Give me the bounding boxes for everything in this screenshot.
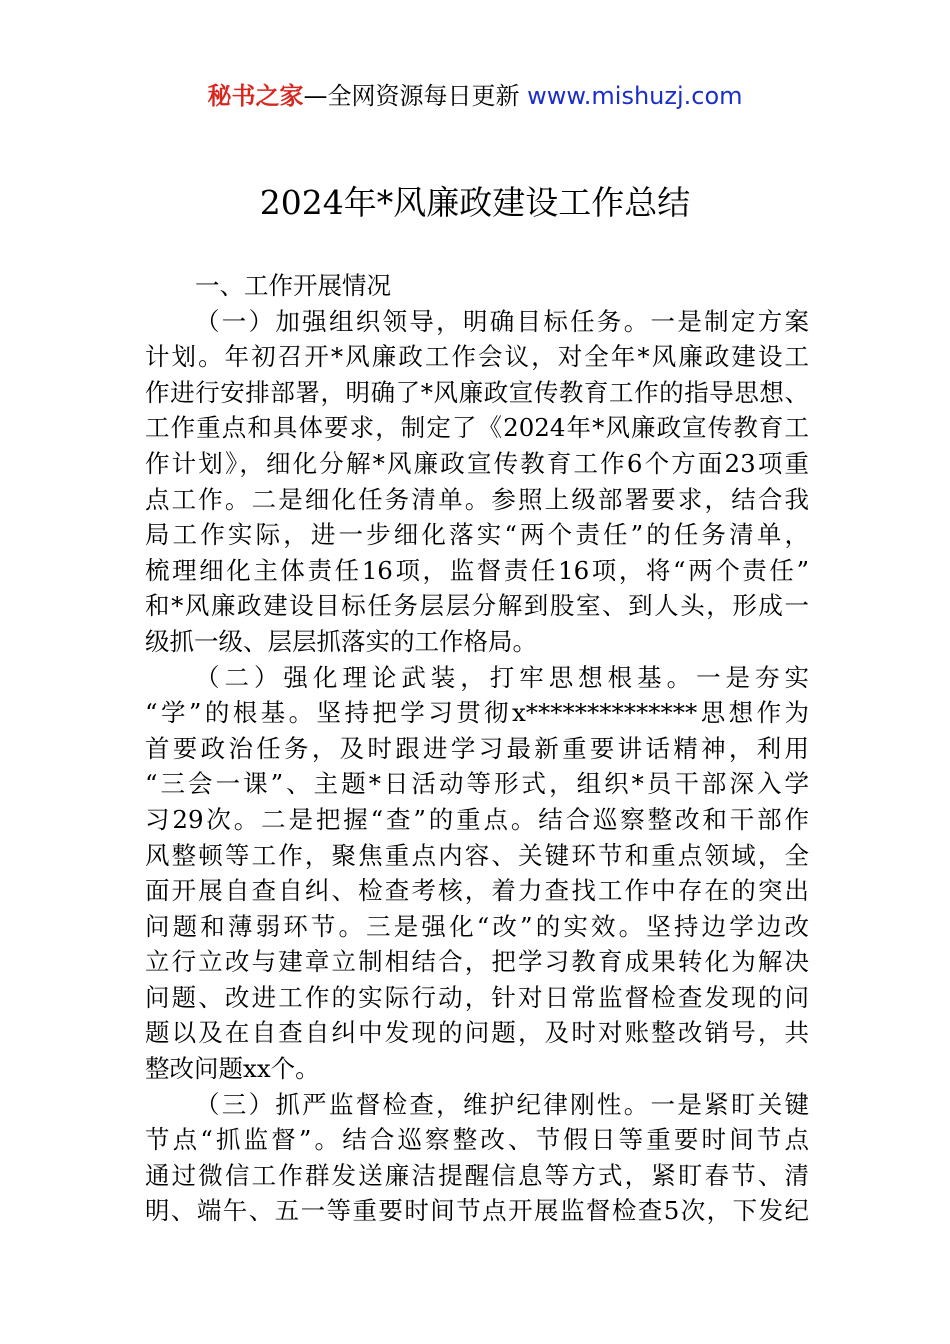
- body-line: 明、端午、五一等重要时间节点开展监督检查5次，下发纪: [145, 1196, 809, 1226]
- body-line: 习29次。二是把握“查”的重点。结合巡察整改和干部作: [145, 804, 809, 834]
- body-line: 作计划》，细化分解*风廉政宣传教育工作6个方面23项重: [145, 448, 809, 478]
- body-line: 作进行安排部署，明确了*风廉政宣传教育工作的指导思想、: [145, 377, 809, 407]
- site-name: 秘书之家: [207, 82, 304, 110]
- body-line: 问题、改进工作的实际行动，针对日常监督检查发现的问: [145, 982, 809, 1012]
- site-url-link[interactable]: www.mishuzj.com: [527, 82, 743, 110]
- body-line: 题以及在自查自纠中发现的问题，及时对账整改销号，共: [145, 1018, 809, 1048]
- body-line: “三会一课”、主题*日活动等形式，组织*员干部深入学: [145, 769, 809, 799]
- body-line: 局工作实际，进一步细化落实“两个责任”的任务清单，: [145, 520, 809, 550]
- body-line: 立行立改与建章立制相结合，把学习教育成果转化为解决: [145, 947, 809, 977]
- body-line: 首要政治任务，及时跟进学习最新重要讲话精神，利用: [145, 733, 809, 763]
- body-line: 点工作。二是细化任务清单。参照上级部署要求，结合我: [145, 484, 809, 514]
- document-body: [145, 268, 809, 1229]
- body-line: 节点“抓监督”。结合巡察整改、节假日等重要时间节点: [145, 1125, 809, 1155]
- body-line: 整改问题xx个。: [145, 1054, 320, 1084]
- site-tagline: —全网资源每日更新: [303, 82, 528, 110]
- body-line: 风整顿等工作，聚焦重点内容、关键环节和重点领域，全: [145, 840, 809, 870]
- body-line: （二）强化理论武装，打牢思想根基。一是夯实: [195, 662, 809, 692]
- body-line: 一、工作开展情况: [195, 271, 391, 300]
- body-line: 通过微信工作群发送廉洁提醒信息等方式，紧盯春节、清: [145, 1160, 809, 1190]
- site-header: [0, 80, 950, 112]
- body-line: 工作重点和具体要求，制定了《2024年*风廉政宣传教育工: [145, 413, 809, 443]
- body-line: 和*风廉政建设目标任务层层分解到股室、到人头，形成一: [145, 591, 809, 621]
- body-line: （一）加强组织领导，明确目标任务。一是制定方案: [195, 306, 809, 336]
- document-title: 2024年*风廉政建设工作总结: [259, 183, 691, 222]
- body-line: （三）抓严监督检查，维护纪律刚性。一是紧盯关键: [195, 1089, 809, 1119]
- body-line: “学”的根基。坚持把学习贯彻x**************思想作为: [145, 698, 809, 728]
- body-line: 面开展自查自纠、检查考核，着力查找工作中存在的突出: [145, 876, 809, 906]
- body-line: 计划。年初召开*风廉政工作会议，对全年*风廉政建设工: [145, 342, 809, 372]
- body-line: 梳理细化主体责任16项，监督责任16项，将“两个责任”: [145, 555, 809, 585]
- body-line: 级抓一级、层层抓落实的工作格局。: [145, 626, 537, 656]
- body-line: 问题和薄弱环节。三是强化“改”的实效。坚持边学边改: [145, 911, 809, 941]
